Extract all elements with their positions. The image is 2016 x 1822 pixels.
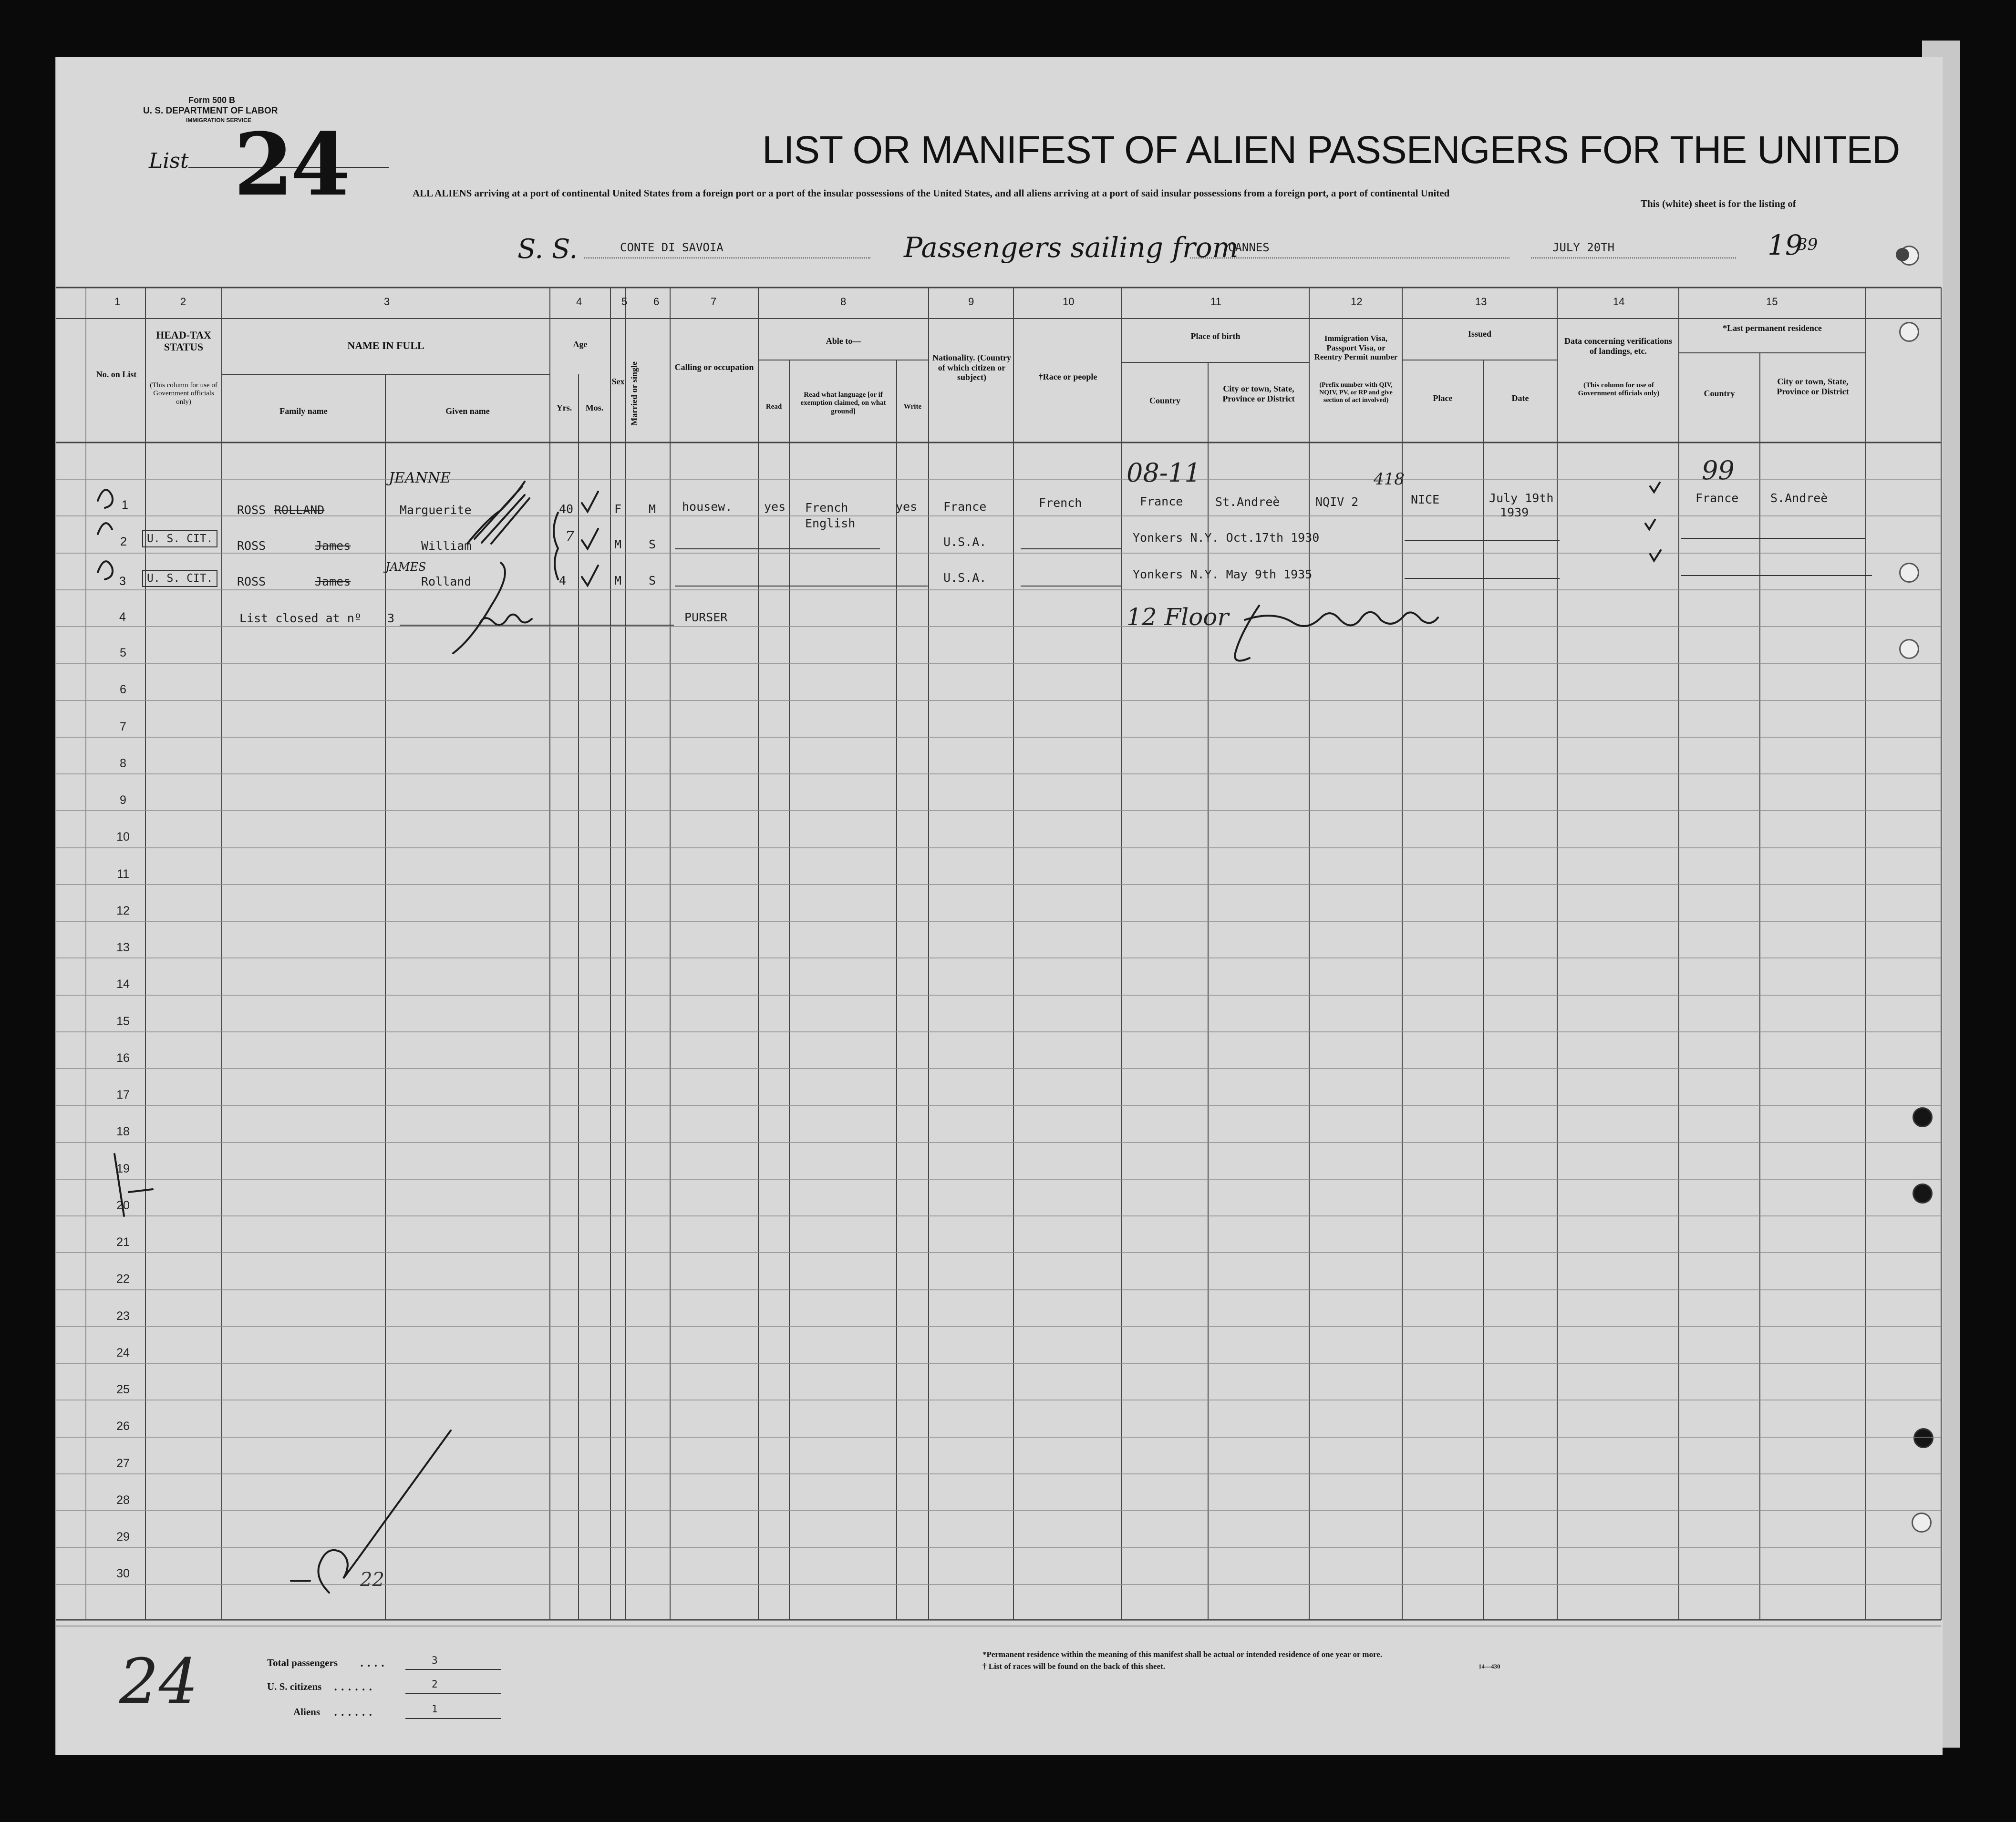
port-name: CANNES	[1228, 241, 1270, 254]
aliens-value: 1	[432, 1703, 438, 1715]
row-number: 19	[116, 1162, 130, 1175]
col-number: 7	[711, 296, 717, 308]
header-head-tax-note: (This column for use of Government officials only)	[150, 381, 217, 406]
ss-label: S. S.	[517, 234, 578, 265]
row-number: 5	[120, 646, 126, 659]
us-citizens-label: U. S. citizens	[267, 1681, 322, 1692]
purser-label: PURSER	[684, 610, 728, 624]
header-read: Read	[765, 403, 782, 411]
totals-line	[405, 1718, 501, 1719]
issued-year: 1939	[1500, 505, 1529, 519]
calling: housew.	[682, 500, 733, 514]
inspector-signature	[1235, 606, 1438, 661]
inspector-note: 12 Floor	[1127, 603, 1229, 631]
aliens-label: Aliens	[293, 1706, 320, 1718]
residence-city: S.Andreè	[1770, 491, 1828, 505]
leader-dots: . . . . . .	[334, 1681, 372, 1693]
list-label: List	[149, 149, 189, 173]
family-name-struck: James	[315, 575, 351, 588]
col-number: 10	[1063, 296, 1075, 308]
handwritten-given-name: JEANNE	[389, 470, 451, 486]
read-language: French	[805, 501, 848, 515]
header-sex: Sex	[611, 377, 625, 386]
purser-signature	[453, 563, 532, 653]
row-number: 22	[116, 1272, 130, 1286]
row-number: 12	[116, 904, 130, 917]
col-number: 12	[1351, 296, 1363, 308]
header-calling: Calling or occupation	[674, 362, 754, 372]
read-language-2: English	[805, 516, 856, 530]
row-number: 2	[120, 535, 127, 548]
header-data-concerning: Data concerning verifications of landings, etc.	[1564, 336, 1672, 356]
form-number: Form 500 B	[188, 95, 236, 105]
row-number: 20	[116, 1199, 130, 1212]
head-tax-stamp: U. S. CIT.	[142, 570, 217, 587]
col-number: 14	[1613, 296, 1625, 308]
can-write: yes	[896, 500, 918, 514]
header-res-country: Country	[1704, 389, 1735, 398]
col-number: 13	[1475, 296, 1487, 308]
document-title: LIST OR MANIFEST OF ALIEN PASSENGERS FOR THE UNITED	[762, 128, 1900, 172]
family-name: ROSS	[237, 503, 266, 517]
given-name: Marguerite	[400, 503, 472, 517]
department-name: U. S. DEPARTMENT OF LABOR	[143, 106, 278, 116]
form-code: 14—430	[1478, 1663, 1500, 1670]
header-pob-country: Country	[1149, 396, 1180, 405]
margin-mark	[98, 490, 113, 579]
header-issued-date: Date	[1511, 393, 1529, 403]
col-number: 4	[576, 296, 582, 308]
header-age: Age	[573, 340, 588, 349]
brace-mark	[554, 513, 558, 579]
row-number: 27	[116, 1457, 130, 1470]
row-number: 7	[120, 720, 126, 733]
header-write: Write	[903, 403, 922, 411]
issued-place: NICE	[1411, 493, 1440, 506]
header-read-language: Read what language [or if exemption claimed, on what ground]	[800, 391, 886, 415]
large-check-mark	[319, 1431, 451, 1593]
nationality: France	[943, 500, 987, 514]
family-name: ROSS	[237, 539, 266, 553]
document-subtitle-2: This (white) sheet is for the listing of	[1641, 198, 1796, 209]
header-visa: Immigration Visa, Passport Visa, or Reentry Permit number	[1314, 334, 1398, 362]
row-number: 25	[116, 1383, 130, 1396]
check-mark	[582, 566, 598, 586]
row-number: 11	[117, 867, 129, 881]
handwritten-given-name: JAMES	[385, 560, 426, 574]
handwritten-note: 418	[1374, 470, 1405, 489]
row-number: 1	[122, 498, 128, 512]
age-years: 40	[559, 502, 574, 516]
us-citizens-value: 2	[432, 1678, 438, 1690]
col-number: 15	[1766, 296, 1778, 308]
given-name: Rolland	[421, 575, 472, 588]
birth-place: Yonkers N.Y. Oct.17th 1930	[1133, 531, 1320, 545]
check-mark	[1650, 550, 1661, 561]
col-number: 6	[653, 296, 660, 308]
row-number: 30	[116, 1567, 130, 1580]
birth-place: Yonkers N.Y. May 9th 1935	[1133, 567, 1313, 581]
row-number: 3	[119, 575, 126, 588]
head-tax-stamp: U. S. CIT.	[142, 530, 217, 547]
handwritten-margin-number: 24	[119, 1645, 198, 1718]
row-number: 16	[116, 1051, 130, 1065]
list-closed-value: 3	[387, 611, 395, 625]
birth-city: St.Andreè	[1215, 495, 1280, 509]
row-number: 24	[116, 1346, 130, 1359]
header-pob-city: City or town, State, Province or District	[1222, 384, 1295, 403]
header-married: Married or single	[629, 361, 639, 426]
header-given-name: Given name	[445, 406, 490, 416]
sailing-label: Passengers sailing from	[904, 231, 1239, 264]
col-number: 1	[114, 296, 121, 308]
row-number: 21	[116, 1235, 130, 1249]
col-number: 2	[180, 296, 186, 308]
sailing-date: JULY 20TH	[1552, 241, 1615, 254]
col-number: 5	[621, 296, 628, 308]
row-number: 8	[120, 757, 126, 770]
row-number: 17	[116, 1088, 130, 1101]
total-passengers-label: Total passengers	[267, 1657, 338, 1668]
header-place-of-birth: Place of birth	[1190, 331, 1241, 341]
marital-status: S	[649, 574, 656, 587]
leader-dots: . . . . . .	[334, 1706, 372, 1718]
family-name: ROSS	[237, 575, 266, 588]
row-number: 6	[120, 683, 126, 696]
given-name: William	[421, 539, 472, 553]
birth-country: France	[1140, 494, 1183, 508]
document-subtitle: ALL ALIENS arriving at a port of continental United States from a foreign port or a port of the insular possessions of the United States, and all aliens arriving at a port of said insular possessions from a foreign port, a port of continental United	[413, 187, 1450, 199]
header-last-residence: *Last permanent residence	[1723, 323, 1822, 333]
check-mark	[582, 529, 598, 549]
ship-name: CONTE DI SAVOIA	[620, 241, 724, 254]
age-years: 4	[559, 574, 567, 587]
issued-date: July 19th	[1489, 491, 1554, 505]
row-number: 14	[116, 978, 130, 991]
sex: M	[614, 537, 622, 551]
leader-dots: . . . .	[360, 1657, 385, 1669]
nationality: U.S.A.	[943, 535, 987, 549]
check-mark	[1650, 483, 1660, 492]
check-mark	[582, 492, 598, 512]
handwritten-note: 08-11	[1127, 458, 1201, 488]
year-suffix: 39	[1797, 235, 1818, 254]
header-mos: Mos.	[585, 403, 604, 412]
totals-line	[405, 1669, 501, 1670]
service-name: IMMIGRATION SERVICE	[186, 117, 251, 124]
handwritten-note: 99	[1702, 455, 1735, 485]
header-res-city: City or town, State, Province or District	[1777, 377, 1849, 396]
header-name-in-full: NAME IN FULL	[347, 340, 424, 351]
header-head-tax: HEAD-TAX STATUS	[156, 329, 211, 353]
col-number: 11	[1210, 296, 1221, 308]
marital-status: M	[649, 502, 656, 516]
header-race: †Race or people	[1038, 372, 1097, 381]
year-prefix: 19	[1768, 229, 1803, 261]
row-number: 13	[116, 941, 130, 954]
header-no-on-list: No. on List	[96, 370, 137, 379]
row-number: 29	[116, 1530, 130, 1544]
nationality: U.S.A.	[943, 571, 987, 585]
list-number: 24	[234, 114, 348, 215]
total-passengers-value: 3	[432, 1655, 438, 1666]
totals-line	[405, 1693, 501, 1694]
header-issued: Issued	[1468, 329, 1492, 339]
header-nationality: Nationality. (Country of which citizen or subject)	[932, 353, 1012, 382]
age-years: 7	[565, 528, 575, 545]
row-number: 23	[116, 1309, 130, 1323]
footnote-races: † List of races will be found on the back of this sheet.	[982, 1662, 1165, 1671]
handwritten-note: 22	[360, 1569, 384, 1591]
row-number: 9	[120, 793, 126, 807]
check-mark	[1645, 520, 1655, 529]
row-number: 18	[116, 1125, 130, 1138]
header-data-note: (This column for use of Government officials only)	[1578, 381, 1660, 398]
row-number: 28	[116, 1493, 130, 1507]
can-read: yes	[764, 500, 786, 514]
col-number: 3	[384, 296, 390, 308]
visa-number: NQIV 2	[1315, 495, 1359, 509]
race: French	[1039, 496, 1082, 510]
sex: F	[614, 502, 622, 516]
row-number: 10	[116, 830, 130, 844]
margin-mark	[114, 1154, 153, 1216]
scribble	[467, 482, 529, 544]
header-yrs: Yrs.	[556, 403, 572, 412]
header-visa-note: (Prefix number with QIV, NQIV, PV, or RP and give section of act involved)	[1319, 381, 1393, 404]
marital-status: S	[649, 537, 656, 551]
col-number: 9	[968, 296, 974, 308]
row-number: 15	[116, 1015, 130, 1028]
list-closed-label: List closed at nº	[239, 611, 362, 625]
header-issued-place: Place	[1433, 393, 1453, 403]
col-number: 8	[840, 296, 847, 308]
residence-country: France	[1696, 491, 1739, 505]
footnote-residence: *Permanent residence within the meaning of this manifest shall be actual or intended residence of one year or more.	[982, 1650, 1383, 1659]
sex: M	[614, 574, 622, 587]
header-family-name: Family name	[279, 406, 328, 416]
family-name-struck: ROLLAND	[274, 503, 325, 517]
row-number: 26	[116, 1420, 130, 1433]
header-able-to: Able to—	[826, 336, 861, 346]
row-number: 4	[119, 610, 126, 624]
family-name-struck: James	[315, 539, 351, 553]
